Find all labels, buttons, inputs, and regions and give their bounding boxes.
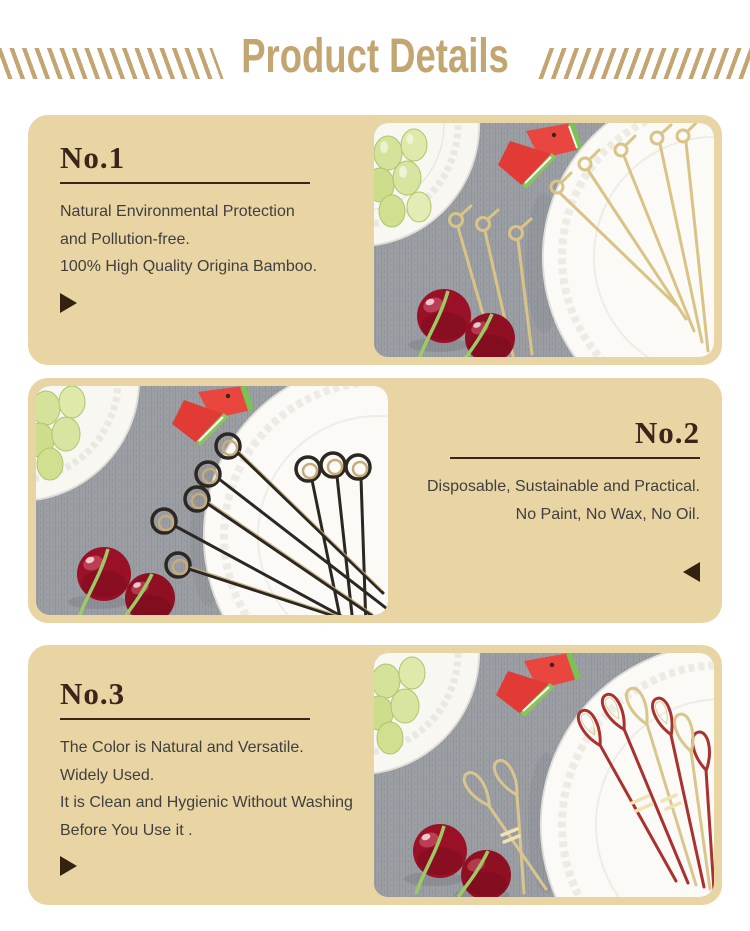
section-no1-card — [28, 115, 722, 365]
product-photo-natural-knot-picks — [374, 123, 714, 357]
photo-scene-2 — [36, 386, 388, 615]
product-photo-black-ring-picks — [36, 386, 388, 615]
section-no3-body — [60, 734, 392, 844]
body-text-line: The Color is Natural and Versatile. — [60, 739, 304, 756]
section-no2-heading: No.2 — [634, 415, 700, 450]
section-no2-card — [28, 378, 722, 623]
right-arrow-icon — [60, 293, 77, 313]
body-text-line: It is Clean and Hygienic Without Washing — [60, 794, 353, 811]
right-arrow-icon — [60, 856, 77, 876]
body-text-line: Before You Use it . — [60, 821, 193, 839]
photo-scene-1 — [374, 123, 714, 357]
left-arrow-icon — [683, 562, 700, 582]
section-no3-card — [28, 645, 722, 905]
heading-underline — [450, 457, 700, 459]
section-no1-text — [60, 141, 360, 313]
body-text-line: and Pollution-free. — [60, 230, 190, 248]
section-no3-heading: No.3 — [60, 676, 126, 711]
header — [0, 26, 750, 88]
product-photo-heart-picks — [374, 653, 714, 897]
section-no1-body — [60, 198, 360, 281]
section-no2-text — [370, 416, 700, 582]
left-slash-pattern-icon — [0, 48, 224, 79]
body-text-line: Natural Environmental Protection — [60, 203, 295, 220]
body-text-line: No Paint, No Wax, No Oil. — [515, 505, 700, 523]
section-no3-text — [60, 677, 392, 876]
section-no2-body — [370, 473, 700, 528]
body-text-line: 100% High Quality Origina Bamboo. — [60, 258, 318, 275]
heading-underline — [60, 718, 310, 720]
page-title: Product Details — [241, 30, 509, 83]
body-text-line: Disposable, Sustainable and Practical. — [426, 478, 700, 495]
right-slash-pattern-icon — [538, 48, 750, 79]
body-text-line: Widely Used. — [60, 766, 155, 784]
section-no1-heading: No.1 — [60, 140, 126, 175]
heading-underline — [60, 182, 310, 184]
photo-scene-3 — [374, 653, 714, 897]
